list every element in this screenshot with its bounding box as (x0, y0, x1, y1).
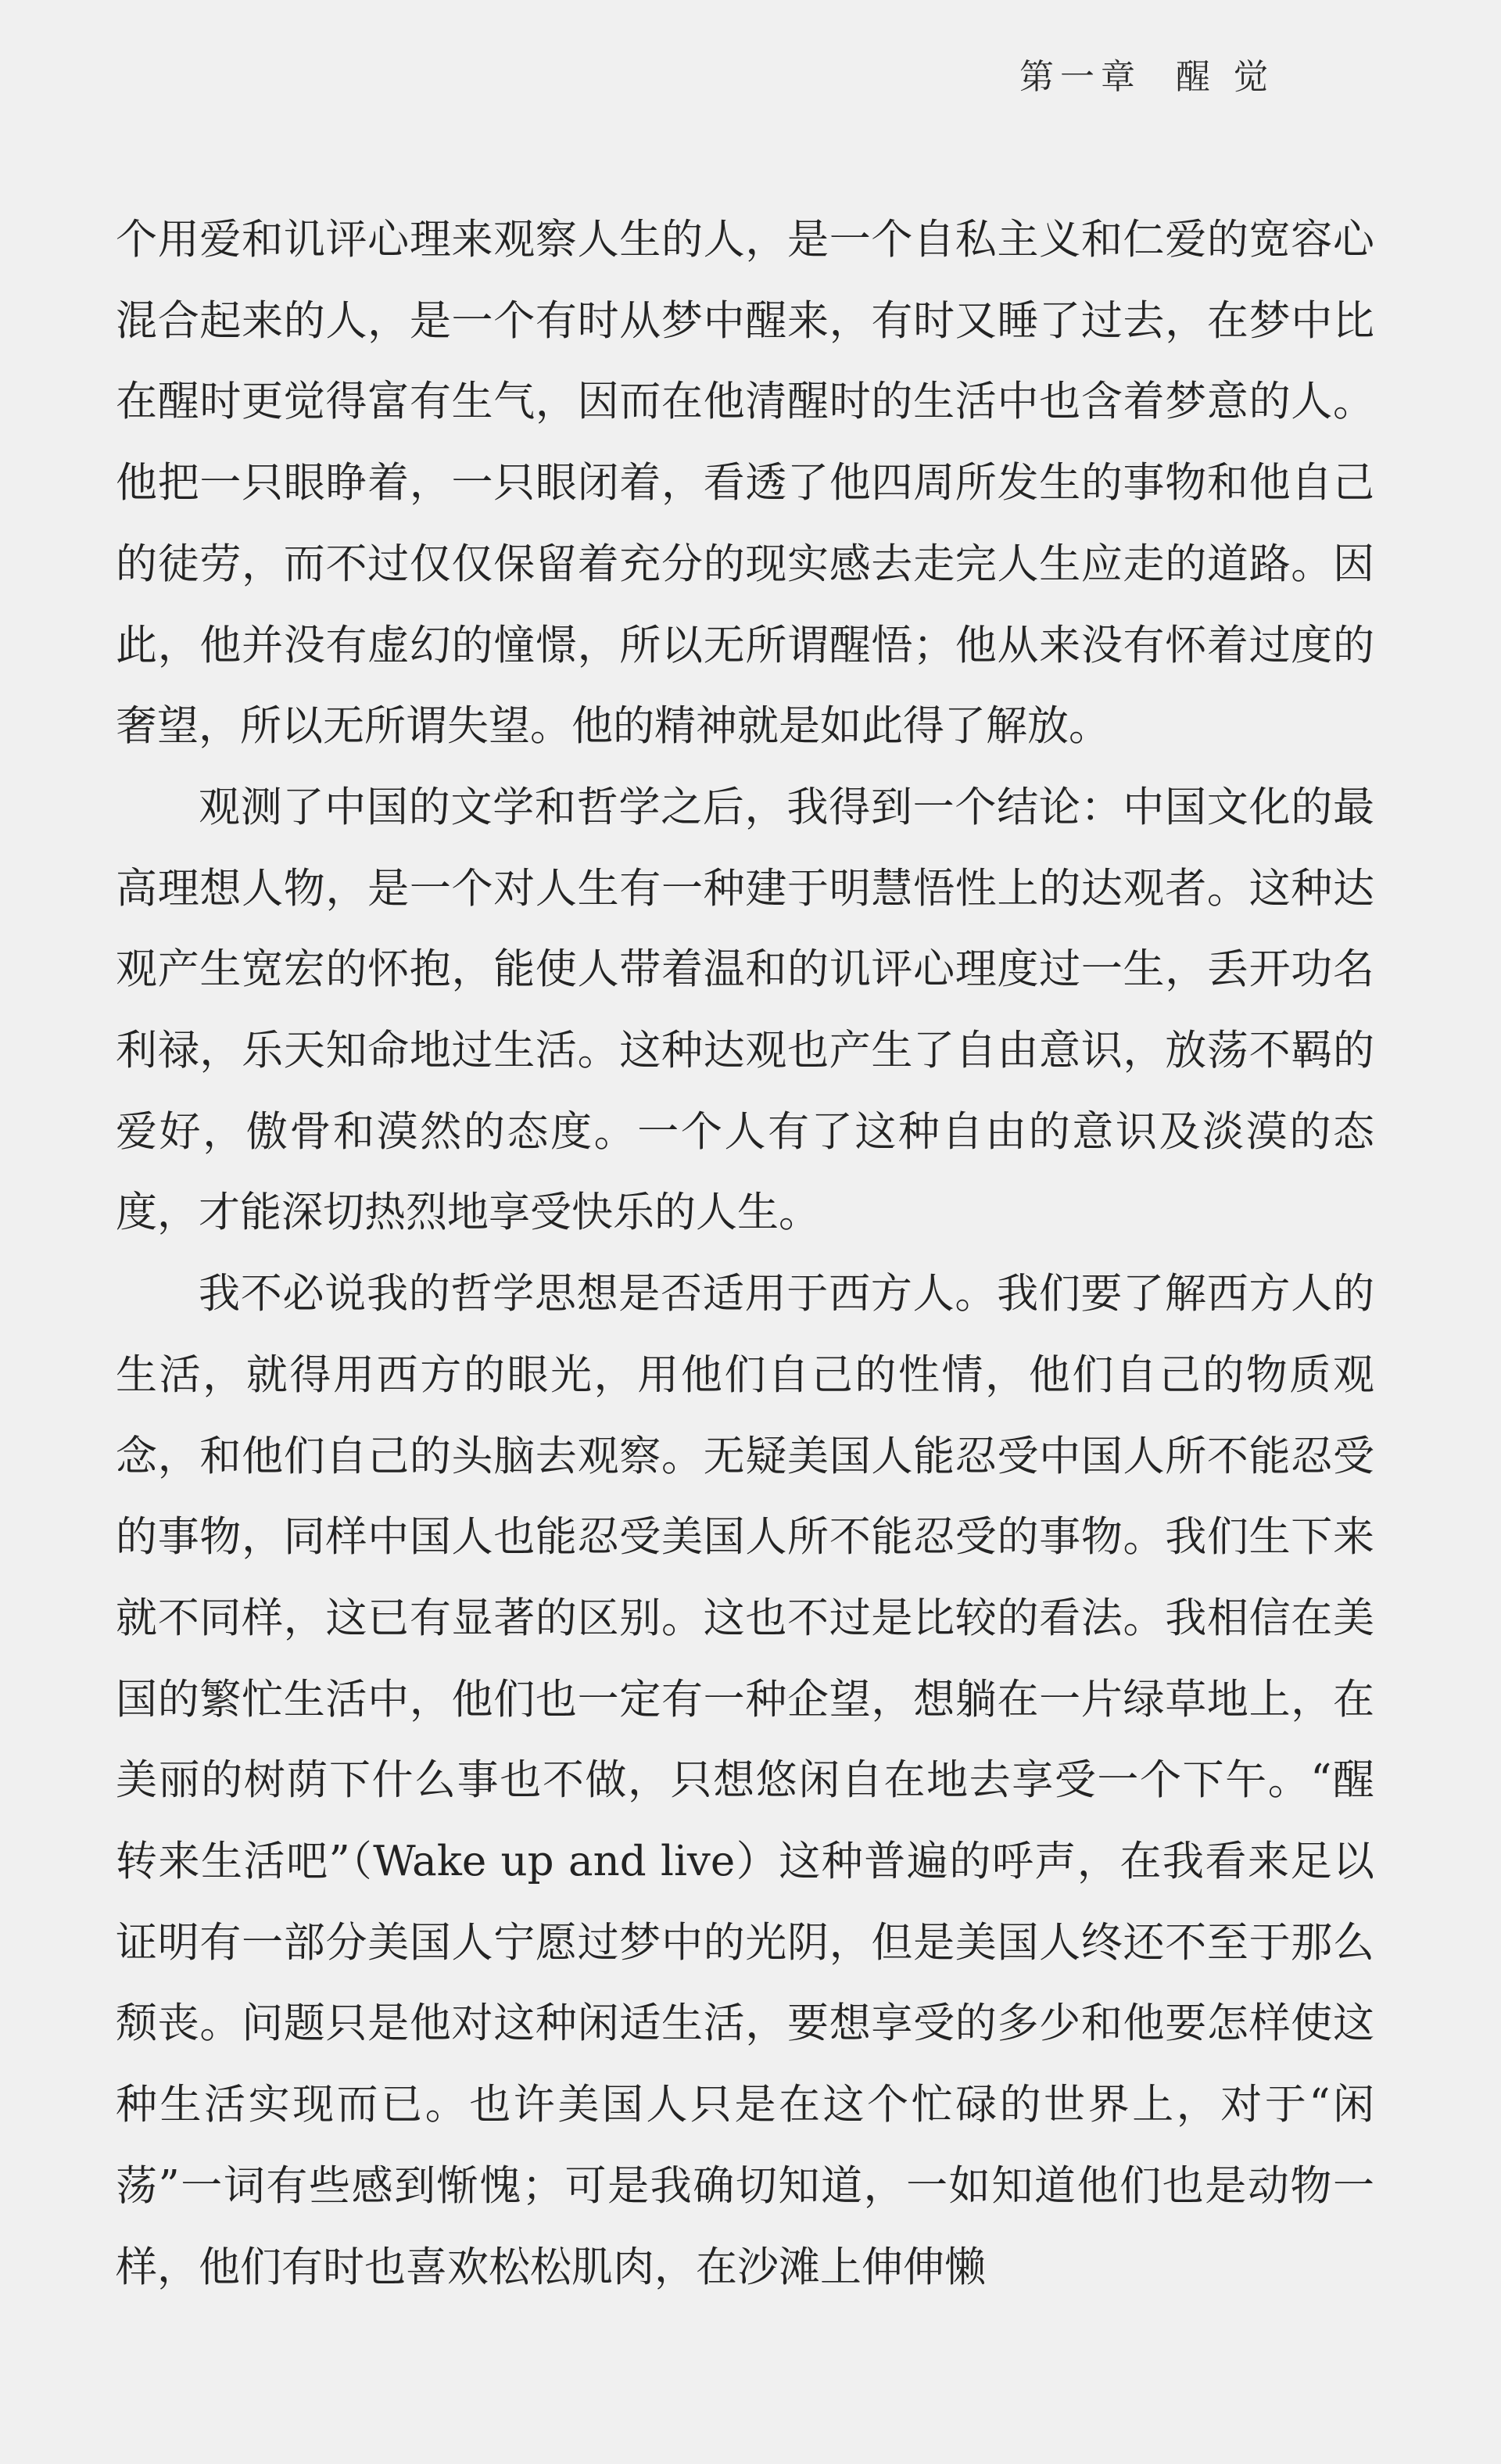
body-text (116, 199, 1374, 2308)
paragraph-continued: 个用爱和讥评心理来观察人生的人，是一个自私主义和仁爱的宽容心混合起来的人，是一个有时从梦中醒来，有时又睡了过去，在梦中比在醒时更觉得富有生气，因而在他清醒时的生活中也含着梦意的人。他把一只眼睁着，一只眼闭着，看透了他四周所发生的事物和他自己的徒劳，而不过仅仅保留着充分的现实感去走完人生应走的道路。因此，他并没有虚幻的憧憬，所以无所谓醒悟；他从来没有怀着过度的奢望，所以无所谓失望。他的精神就是如此得了解放。 (116, 216, 1374, 751)
paragraph: 观测了中国的文学和哲学之后，我得到一个结论：中国文化的最高理想人物，是一个对人生有一种建于明慧悟性上的达观者。这种达观产生宽宏的怀抱，能使人带着温和的讥评心理度过一生，丢开功名利禄，乐天知命地过生活。这种达观也产生了自由意识，放荡不羁的爱好，傲骨和漠然的态度。一个人有了这种自由的意识及淡漠的态度，才能深切热烈地享受快乐的人生。 (116, 783, 1374, 1237)
chapter-number: 第一章 (1019, 57, 1142, 97)
running-header (1019, 48, 1274, 99)
paragraph: 我不必说我的哲学思想是否适用于西方人。我们要了解西方人的生活，就得用西方的眼光，用他们自己的性情，他们自己的物质观念，和他们自己的头脑去观察。无疑美国人能忍受中国人所不能忍受的事物，同样中国人也能忍受美国人所不能忍受的事物。我们生下来就不同样，这已有显著的区别。这也不过是比较的看法。我相信在美国的繁忙生活中，他们也一定有一种企望，想躺在一片绿草地上，在美丽的树荫下什么事也不做，只想悠闲自在地去享受一个下午。“醒转来生活吧”（Wake up and live）这种普遍的呼声，在我看来足以证明有一部分美国人宁愿过梦中的光阴，但是美国人终还不至于那么颓丧。问题只是他对这种闲适生活，要想享受的多少和他要怎样使这种生活实现而已。也许美国人只是在这个忙碌的世界上，对于“闲荡”一词有些感到惭愧；可是我确切知道，一如知道他们也是动物一样，他们有时也喜欢松松肌肉，在沙滩上伸伸懒 (116, 1270, 1374, 2291)
chapter-title: 醒 觉 (1176, 57, 1274, 97)
